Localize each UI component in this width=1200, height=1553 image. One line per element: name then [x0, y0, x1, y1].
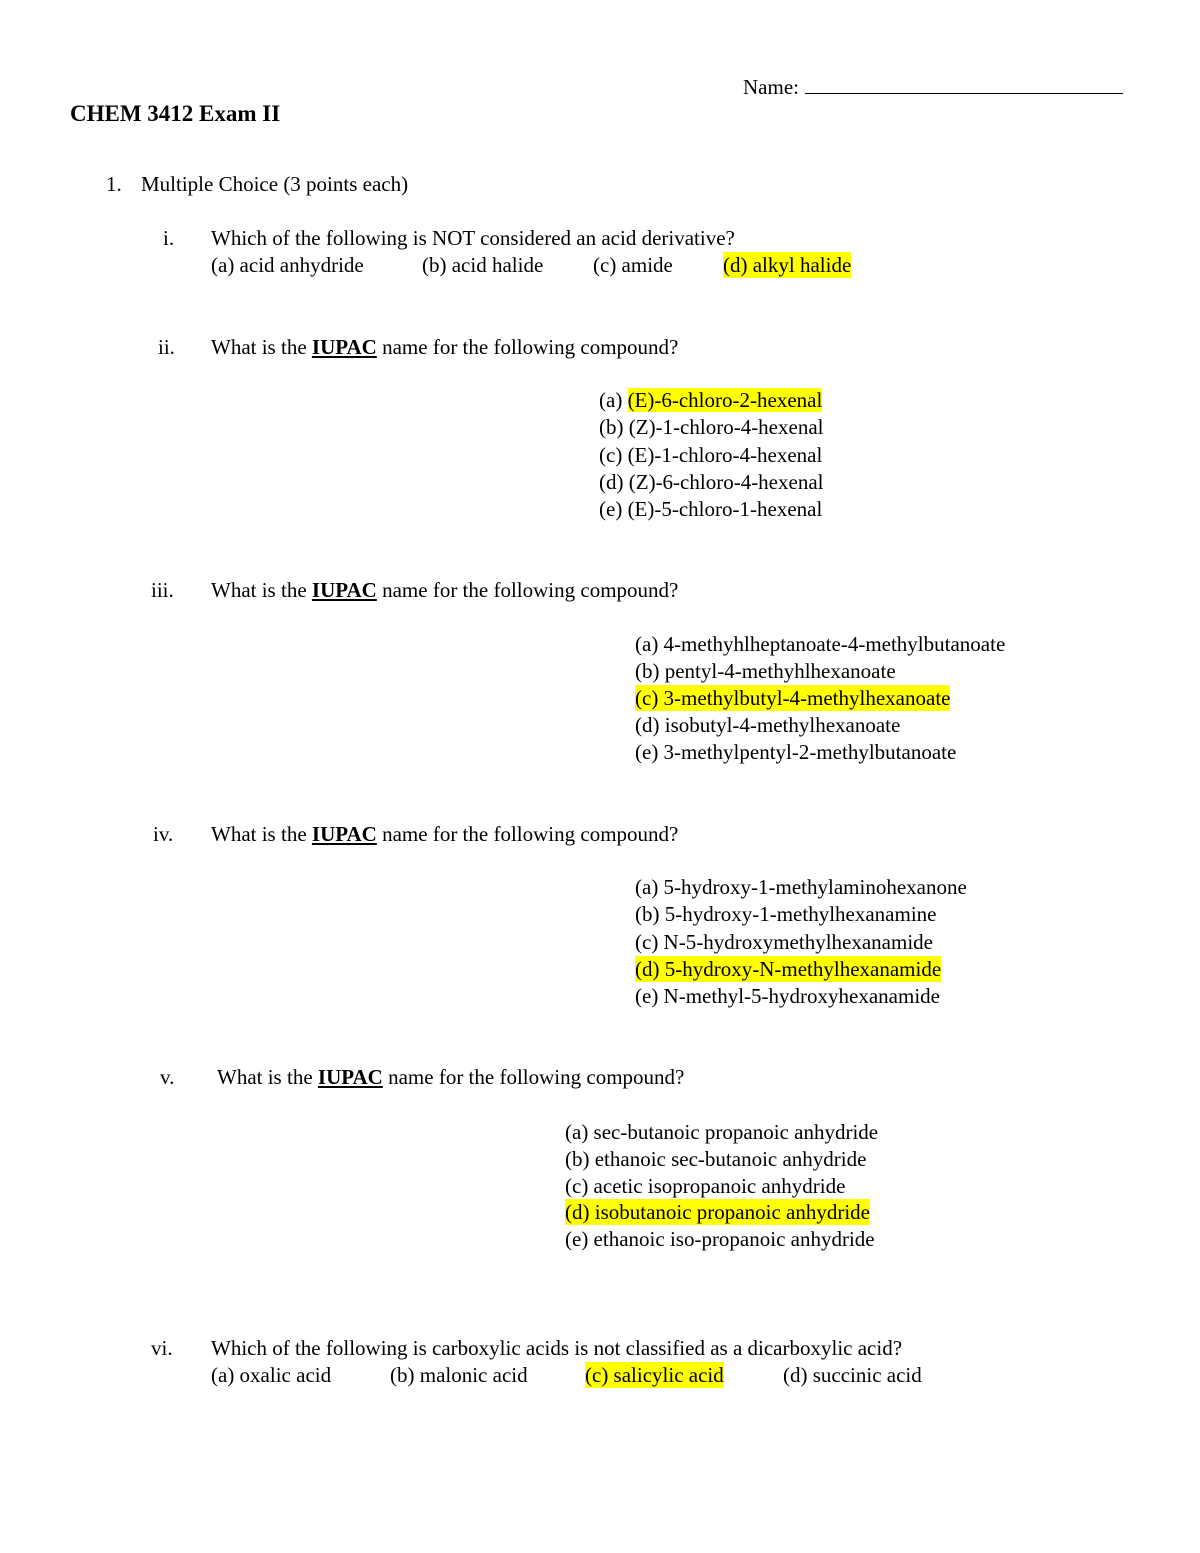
option-b: (b) pentyl-4-methyhlhexanoate: [635, 659, 896, 683]
option-d: (d) succinic acid: [783, 1363, 922, 1387]
section-number: 1.: [106, 172, 122, 196]
option-a: (a) sec-butanoic propanoic anhydride: [565, 1120, 879, 1144]
option-c-highlighted: (c) salicylic acid: [585, 1363, 724, 1387]
option-c: (c) N-5-hydroxymethylhexanamide: [635, 930, 933, 954]
option-e: (e) (E)-5-chloro-1-hexenal: [599, 497, 823, 521]
question-numeral: v.: [160, 1065, 175, 1089]
question-numeral: vi.: [151, 1336, 173, 1360]
section-heading: Multiple Choice (3 points each): [141, 172, 409, 196]
question-text: What is the IUPAC name for the following compound?: [217, 1065, 685, 1089]
option-b: (b) acid halide: [422, 253, 544, 277]
option-a: (a) 5-hydroxy-1-methylaminohexanone: [635, 875, 967, 899]
question-numeral: iii.: [151, 578, 174, 602]
option-d: (d) (Z)-6-chloro-4-hexenal: [599, 470, 824, 494]
question-text: What is the IUPAC name for the following compound?: [211, 822, 679, 846]
option-b: (b) ethanoic sec-butanoic anhydride: [565, 1147, 867, 1171]
question-text: What is the IUPAC name for the following compound?: [211, 335, 679, 359]
question-numeral: ii.: [158, 335, 175, 359]
iupac-emphasis: IUPAC: [311, 822, 377, 846]
option-e: (e) 3-methylpentyl-2-methylbutanoate: [635, 740, 957, 764]
option-c-highlighted: (c) 3-methylbutyl-4-methylhexanoate: [635, 686, 951, 710]
option-d-highlighted: (d) isobutanoic propanoic anhydride: [565, 1200, 870, 1224]
question-numeral: i.: [163, 226, 175, 250]
name-blank-line: [805, 73, 1123, 94]
option-c: (c) acetic isopropanoic anhydride: [565, 1174, 846, 1198]
answer-highlight: (E)-6-chloro-2-hexenal: [627, 388, 823, 412]
name-field[interactable]: [743, 73, 1123, 100]
iupac-emphasis: IUPAC: [317, 1065, 383, 1089]
exam-title: CHEM 3412 Exam II: [70, 101, 281, 126]
question-text: Which of the following is carboxylic acids is not classified as a dicarboxylic acid?: [211, 1336, 903, 1360]
option-a: (a) 4-methyhlheptanoate-4-methylbutanoate: [635, 632, 1006, 656]
option-a: (a) acid anhydride: [211, 253, 364, 277]
option-b: (b) 5-hydroxy-1-methylhexanamine: [635, 902, 937, 926]
option-a: (a) oxalic acid: [211, 1363, 332, 1387]
option-b: (b) (Z)-1-chloro-4-hexenal: [599, 415, 824, 439]
question-text: Which of the following is NOT considered an acid derivative?: [211, 226, 735, 250]
iupac-emphasis: IUPAC: [311, 335, 377, 359]
question-text: What is the IUPAC name for the following compound?: [211, 578, 679, 602]
option-e: (e) ethanoic iso-propanoic anhydride: [565, 1227, 875, 1251]
iupac-emphasis: IUPAC: [311, 578, 377, 602]
option-d: (d) isobutyl-4-methylhexanoate: [635, 713, 901, 737]
name-label: Name:: [743, 75, 799, 99]
option-b: (b) malonic acid: [390, 1363, 528, 1387]
option-d-highlighted: (d) alkyl halide: [723, 253, 852, 277]
option-c: (c) amide: [593, 253, 673, 277]
option-e: (e) N-methyl-5-hydroxyhexanamide: [635, 984, 940, 1008]
option-c: (c) (E)-1-chloro-4-hexenal: [599, 443, 823, 467]
question-numeral: iv.: [153, 822, 174, 846]
option-a: (a) (E)-6-chloro-2-hexenal: [599, 388, 823, 412]
option-d-highlighted: (d) 5-hydroxy-N-methylhexanamide: [635, 957, 942, 981]
